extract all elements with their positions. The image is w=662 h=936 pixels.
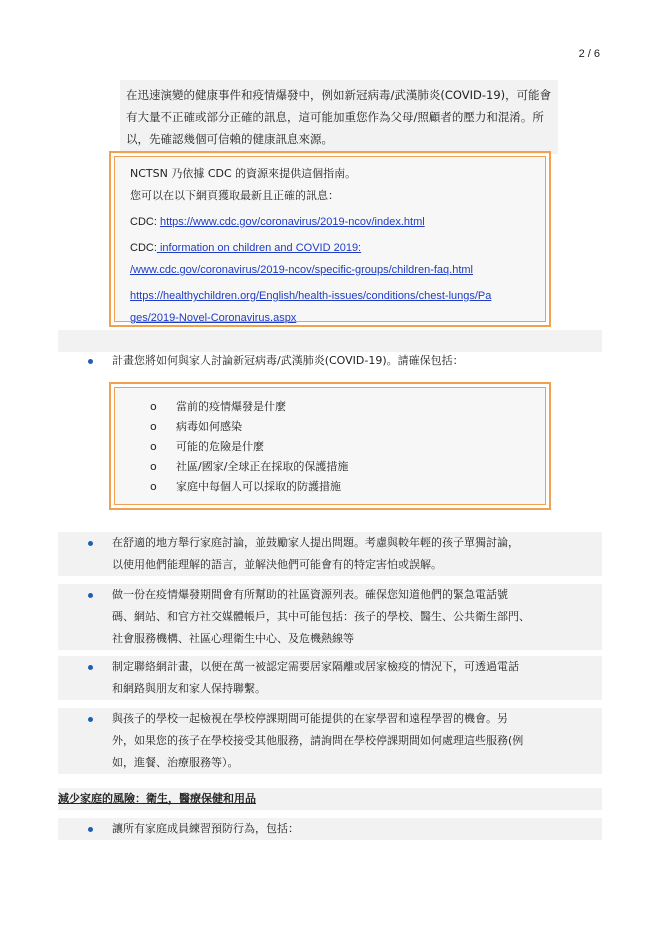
bullet-line: 做一份在疫情爆發期間會有所幫助的社區資源列表。確保您知道他們的緊急電話號 <box>112 588 508 601</box>
cdc-children-link-title[interactable]: information on children and COVID 2019: <box>156 242 362 254</box>
page-number: 2 / 6 <box>578 48 600 60</box>
bullet-line: 以使用他們能理解的語言，並解決他們可能會有的特定害怕或誤解。 <box>112 558 442 571</box>
plan-item <box>150 457 545 477</box>
bullet-line: 碼、網站、和官方社交媒體帳戶，其中可能包括：孩子的學校、醫生、公共衛生部門、 <box>112 610 530 623</box>
cdc-children-faq-link[interactable]: /www.cdc.gov/coronavirus/2019-ncov/specific-groups/children-faq.html <box>130 264 473 276</box>
plan-item <box>150 417 545 437</box>
bullet-prevention-text: 讓所有家庭成員練習預防行為，包括： <box>112 822 299 835</box>
section-heading <box>58 788 602 810</box>
resource-line-1: NCTSN 乃依據 CDC 的資源來提供這個指南。 <box>130 167 357 180</box>
bullet-line: 在舒適的地方舉行家庭討論，並鼓勵家人提出問題。考慮與較年輕的孩子單獨討論， <box>112 536 519 549</box>
resource-line-2: 您可以在以下網頁獲取最新且正確的訊息： <box>130 189 339 202</box>
bullet-prevention <box>58 818 602 840</box>
bullet-dot <box>88 717 93 722</box>
healthychildren-link-part-1[interactable]: https://healthychildren.org/English/health-issues/conditions/chest-lungs/Pa <box>130 290 492 302</box>
circle-marker: o <box>150 440 157 453</box>
bullet-line: 制定聯絡網計畫，以便在萬一被認定需要居家隔離或居家檢疫的情況下，可透過電話 <box>112 660 519 673</box>
plan-item-text: 可能的危險是什麼 <box>176 440 264 453</box>
circle-marker: o <box>150 480 157 493</box>
circle-marker: o <box>150 400 157 413</box>
bullet-line: 和網路與朋友和家人保持聯繫。 <box>112 682 266 695</box>
section-heading-text: 減少家庭的風險：衛生，醫療保健和用品 <box>58 792 256 805</box>
resource-box <box>109 151 551 327</box>
cdc-children-link-row-2 <box>130 259 535 281</box>
bullet-dot <box>88 541 93 546</box>
bullet-line: 外，如果您的孩子在學校接受其他服務，請詢問在學校停課期間如何處理這些服務(例 <box>112 734 524 747</box>
bullet-dot <box>88 827 93 832</box>
cdc-children-link-row <box>130 237 535 259</box>
bullet-family-discussion <box>58 532 602 576</box>
bullet-dot <box>88 359 93 364</box>
plan-item <box>150 477 545 497</box>
circle-marker: o <box>150 420 157 433</box>
bullet-line: 與孩子的學校一起檢視在學校停課期間可能提供的在家學習和遠程學習的機會。另 <box>112 712 508 725</box>
cdc-link-row <box>130 211 535 233</box>
bullet-contact-plan <box>58 656 602 700</box>
intro-paragraph: 在迅速演變的健康事件和疫情爆發中，例如新冠病毒/武漢肺炎(COVID-19)，可能會有大量不正確或部分正確的訊息，這可能加重您作為父母/照顧者的壓力和混淆。所以，先確認幾個可信賴的健康訊息來源。 <box>120 80 558 154</box>
plan-item-text: 病毒如何感染 <box>176 420 242 433</box>
cdc-link-prefix: CDC: <box>130 216 160 228</box>
bullet-line: 社會服務機構、社區心理衛生中心、及危機熱線等 <box>112 632 354 645</box>
bullet-plan-text: 計畫您將如何與家人討論新冠病毒/武漢肺炎(COVID-19)。請確保包括： <box>112 354 464 367</box>
bullet-dot <box>88 665 93 670</box>
bullet-plan-discussion <box>58 350 602 372</box>
plan-item <box>150 397 545 417</box>
separator-band <box>58 330 602 352</box>
cdc-index-link[interactable]: https://www.cdc.gov/coronavirus/2019-ncov/index.html <box>159 216 425 228</box>
resource-box-inner <box>114 156 546 322</box>
bullet-community-resources <box>58 584 602 650</box>
plan-item <box>150 437 545 457</box>
healthychildren-link-row-2 <box>130 307 535 329</box>
bullet-school-learning <box>58 708 602 774</box>
healthychildren-link-part-2[interactable]: ges/2019-Novel-Coronavirus.aspx <box>130 312 297 324</box>
plan-item-text: 社區/國家/全球正在採取的保護措施 <box>176 460 349 473</box>
plan-item-text: 當前的疫情爆發是什麼 <box>176 400 286 413</box>
bullet-dot <box>88 593 93 598</box>
plan-topics-inner <box>114 387 546 505</box>
plan-topics-box <box>109 382 551 510</box>
healthychildren-link-row <box>130 285 535 307</box>
circle-marker: o <box>150 460 157 473</box>
cdc-children-prefix: CDC: <box>130 242 157 254</box>
bullet-line: 如，進餐、治療服務等）。 <box>112 756 239 769</box>
plan-item-text: 家庭中每個人可以採取的防護措施 <box>176 480 341 493</box>
